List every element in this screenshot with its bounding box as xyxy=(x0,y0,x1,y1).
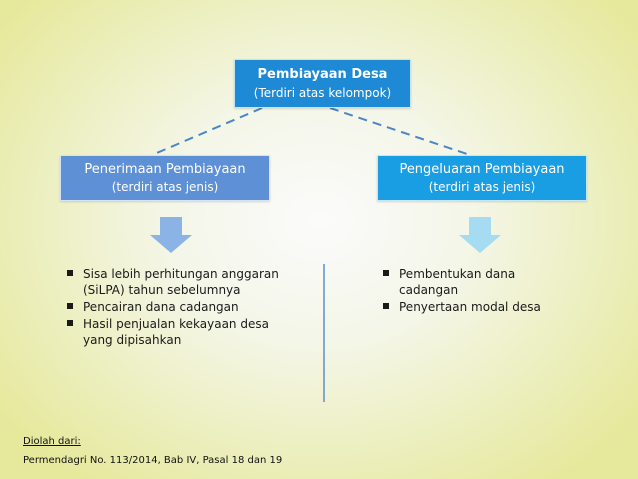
top-box-subtitle: (Terdiri atas kelompok) xyxy=(253,86,392,100)
pembiayaan-desa-box xyxy=(234,59,411,108)
down-arrow-left-icon xyxy=(150,217,192,253)
source-label: Diolah dari: xyxy=(23,436,81,447)
dashed-connector-left xyxy=(152,108,262,155)
list-item: Pencairan dana cadangan xyxy=(65,299,290,315)
left-box-subtitle: (terdiri atas jenis) xyxy=(111,180,219,194)
top-box-title: Pembiayaan Desa xyxy=(257,67,388,82)
left-box-title: Penerimaan Pembiayaan xyxy=(84,162,246,177)
list-item: Sisa lebih perhitungan anggaran (SiLPA) tahun sebelumnya xyxy=(65,266,290,298)
bullet-square-icon xyxy=(67,270,73,276)
bullet-square-icon xyxy=(67,320,73,326)
bullet-square-icon xyxy=(383,303,389,309)
down-arrow-right-icon xyxy=(459,217,501,253)
source-citation: Permendagri No. 113/2014, Bab IV, Pasal 18 dan 19 xyxy=(23,455,283,466)
bullet-square-icon xyxy=(383,270,389,276)
right-box-subtitle: (terdiri atas jenis) xyxy=(428,180,536,194)
list-item: Hasil penjualan kekayaan desa yang dipisahkan xyxy=(65,316,290,348)
pengeluaran-list xyxy=(381,266,571,316)
list-item: Penyertaan modal desa xyxy=(381,299,571,315)
right-box-title: Pengeluaran Pembiayaan xyxy=(399,162,565,177)
penerimaan-pembiayaan-box xyxy=(60,155,270,201)
list-item: Pembentukan dana cadangan xyxy=(381,266,571,298)
dashed-connector-right xyxy=(330,108,470,155)
bullet-square-icon xyxy=(67,303,73,309)
pengeluaran-pembiayaan-box xyxy=(377,155,587,201)
penerimaan-list xyxy=(65,266,290,349)
